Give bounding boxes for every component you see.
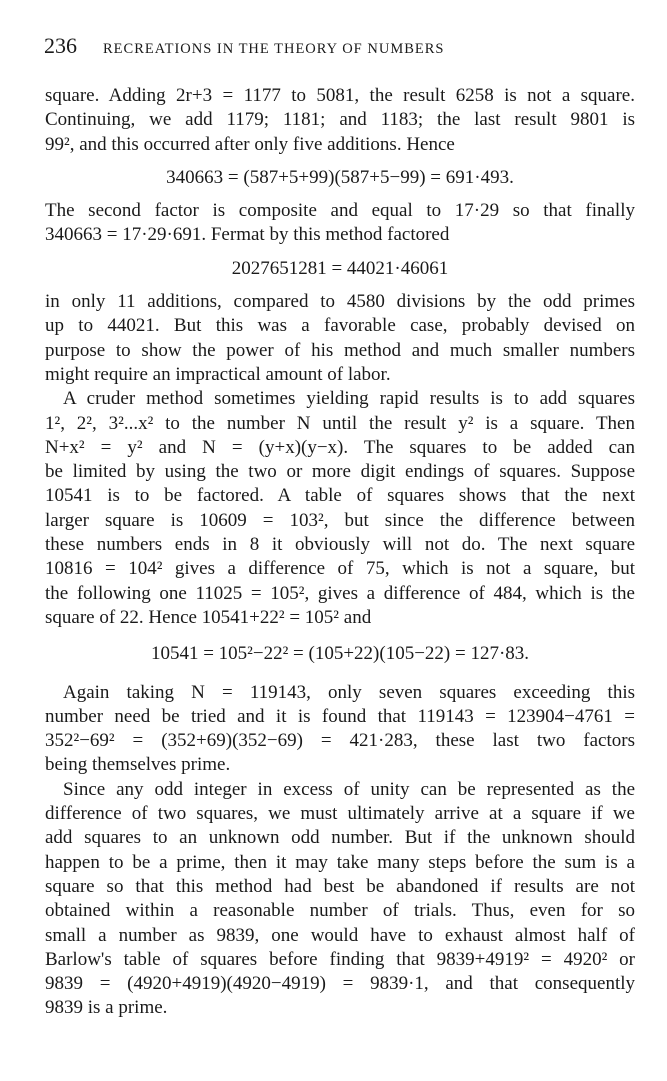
display-equation: 340663 = (587+5+99)(587+5−99) = 691·493. (166, 166, 514, 188)
text-line: 10816 = 104² gives a difference of 75, which is not a square, but (45, 558, 635, 580)
text-line: 9839 is a prime. (45, 997, 168, 1019)
text-line: the following one 11025 = 105², gives a difference of 484, which is the (45, 582, 635, 604)
text-line: 1², 2², 3²...x² to the number N until the result y² is a square. Then (45, 412, 635, 434)
text-line: purpose to show the power of his method and much smaller numbers (45, 339, 635, 361)
text-line: The second factor is composite and equal to 17·29 so that finally (45, 200, 635, 222)
text-line: being themselves prime. (45, 754, 231, 776)
paragraph-first-line: Since any odd integer in excess of unity can be represented as the (63, 778, 635, 800)
text-line: in only 11 additions, compared to 4580 divisions by the odd primes (45, 291, 635, 313)
text-line: 340663 = 17·29·691. Fermat by this method factored (45, 224, 450, 246)
text-line: 352²−69² = (352+69)(352−69) = 421·283, these last two factors (45, 730, 635, 752)
text-line: Barlow's table of squares before finding that 9839+4919² = 4920² or (45, 948, 635, 970)
text-line: add squares to an unknown odd number. But if the unknown should (45, 827, 635, 849)
text-line: Continuing, we add 1179; 1181; and 1183; the last result 9801 is (45, 109, 635, 131)
text-line: up to 44021. But this was a favorable case, probably devised on (45, 315, 635, 337)
text-line: 10541 is to be factored. A table of squares shows that the next (45, 485, 635, 507)
text-line: square of 22. Hence 10541+22² = 105² and (45, 606, 372, 628)
text-line: small a number as 9839, one would have to exhaust almost half of (45, 924, 635, 946)
page-header (44, 33, 444, 59)
display-equation: 10541 = 105²−22² = (105+22)(105−22) = 127·83. (150, 643, 530, 665)
text-line: obtained within a reasonable number of trials. Thus, even for so (45, 900, 635, 922)
text-line: N+x² = y² and N = (y+x)(y−x). The squares to be added can (45, 436, 635, 458)
text-line: difference of two squares, we must ultimately arrive at a square if we (45, 803, 635, 825)
page-number: 236 (44, 33, 77, 58)
text-line: square so that this method had best be abandoned if results are not (45, 875, 635, 897)
display-equation: 2027651281 = 44021·46061 (231, 257, 449, 279)
text-line: larger square is 10609 = 103², but since the difference between (45, 509, 635, 531)
paragraph-first-line: A cruder method sometimes yielding rapid results is to add squares (63, 388, 635, 410)
paragraph-first-line: Again taking N = 119143, only seven squares exceeding this (63, 681, 635, 703)
text-line: number need be tried and it is found that 119143 = 123904−4761 = (45, 705, 635, 727)
running-title: RECREATIONS IN THE THEORY OF NUMBERS (103, 41, 445, 57)
text-line: happen to be a prime, then it may take many steps before the sum is a (45, 851, 635, 873)
text-line: square. Adding 2r+3 = 1177 to 5081, the result 6258 is not a square. (45, 85, 635, 106)
text-line: be limited by using the two or more digit endings of squares. Suppose (45, 461, 635, 483)
text-line: might require an impractical amount of labor. (45, 363, 391, 385)
text-line: 99², and this occurred after only five additions. Hence (45, 133, 455, 155)
text-line: 9839 = (4920+4919)(4920−4919) = 9839·1, and that consequently (45, 973, 635, 995)
body-text (45, 84, 635, 1021)
text-line: these numbers ends in 8 it obviously will not do. The next square (45, 534, 635, 556)
